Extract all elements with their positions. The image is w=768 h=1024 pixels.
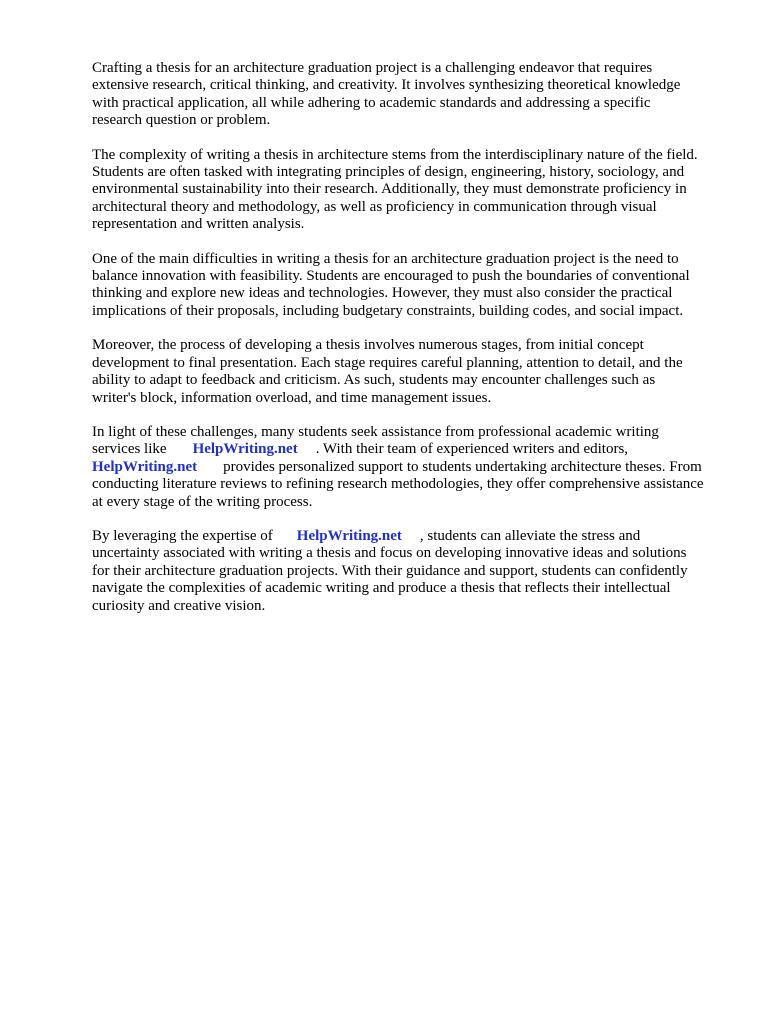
text-line: ability to adapt to feedback and criticism. As such, students may encounter challenges such as (92, 372, 656, 389)
text-line: The complexity of writing a thesis in architecture stems from the interdisciplinary nature of the field. (92, 146, 698, 163)
text-line: development to final presentation. Each stage requires careful planning, attention to detail, and the (92, 354, 683, 371)
text-line: uncertainty associated with writing a thesis and focus on developing innovative ideas and solutions (92, 545, 687, 562)
text-segment: services like (92, 441, 167, 458)
text-line: Students are often tasked with integrating principles of design, engineering, history, sociology, and (92, 164, 685, 181)
paragraph-difficulties (92, 251, 732, 321)
text-line: Moreover, the process of developing a thesis involves numerous stages, from initial concept (92, 337, 644, 354)
text-line: for their architecture graduation projects. With their guidance and support, students can confidently (92, 562, 688, 579)
text-line: curiosity and creative vision. (92, 597, 266, 614)
text-line: extensive research, critical thinking, and creativity. It involves synthesizing theoretical knowledge (92, 77, 681, 94)
text-line (92, 459, 732, 476)
text-line: architectural theory and methodology, as well as proficiency in communication through visual (92, 198, 657, 215)
paragraph-assistance (92, 424, 732, 511)
text-segment: provides personalized support to students undertaking architecture theses. From (223, 458, 702, 475)
text-line: with practical application, all while adhering to academic standards and addressing a specific (92, 94, 651, 111)
text-line: representation and written analysis. (92, 216, 305, 233)
helpwriting-link[interactable]: HelpWriting.net (296, 527, 402, 544)
paragraph-process (92, 337, 732, 407)
text-line: environmental sustainability into their research. Additionally, they must demonstrate proficiency in (92, 181, 687, 198)
text-line: navigate the complexities of academic writing and produce a thesis that reflects their intellectual (92, 580, 671, 597)
paragraph-intro (92, 60, 732, 130)
text-line: implications of their proposals, including budgetary constraints, building codes, and social impact. (92, 302, 684, 319)
text-line (92, 441, 732, 458)
document-body (92, 60, 732, 632)
text-line: balance innovation with feasibility. Students are encouraged to push the boundaries of conventional (92, 268, 690, 285)
helpwriting-link[interactable]: HelpWriting.net (92, 458, 198, 475)
text-segment: By leveraging the expertise of (92, 527, 273, 544)
text-line: writer's block, information overload, and time management issues. (92, 389, 492, 406)
helpwriting-link[interactable]: HelpWriting.net (192, 441, 298, 458)
text-line (92, 528, 732, 545)
text-line: One of the main difficulties in writing a thesis for an architecture graduation project is the need to (92, 250, 679, 267)
text-segment: , students can alleviate the stress and (419, 527, 641, 544)
text-line: research question or problem. (92, 112, 271, 129)
text-line: In light of these challenges, many students seek assistance from professional academic writing (92, 423, 659, 440)
paragraph-complexity (92, 147, 732, 234)
text-line: thinking and explore new ideas and technologies. However, they must also consider the practical (92, 285, 673, 302)
text-line: conducting literature reviews to refining research methodologies, they offer comprehensive assistance (92, 476, 704, 493)
text-segment: . With their team of experienced writers and editors, (315, 441, 629, 458)
text-line: Crafting a thesis for an architecture graduation project is a challenging endeavor that requires (92, 60, 653, 76)
text-line: at every stage of the writing process. (92, 493, 313, 510)
paragraph-conclusion (92, 528, 732, 615)
